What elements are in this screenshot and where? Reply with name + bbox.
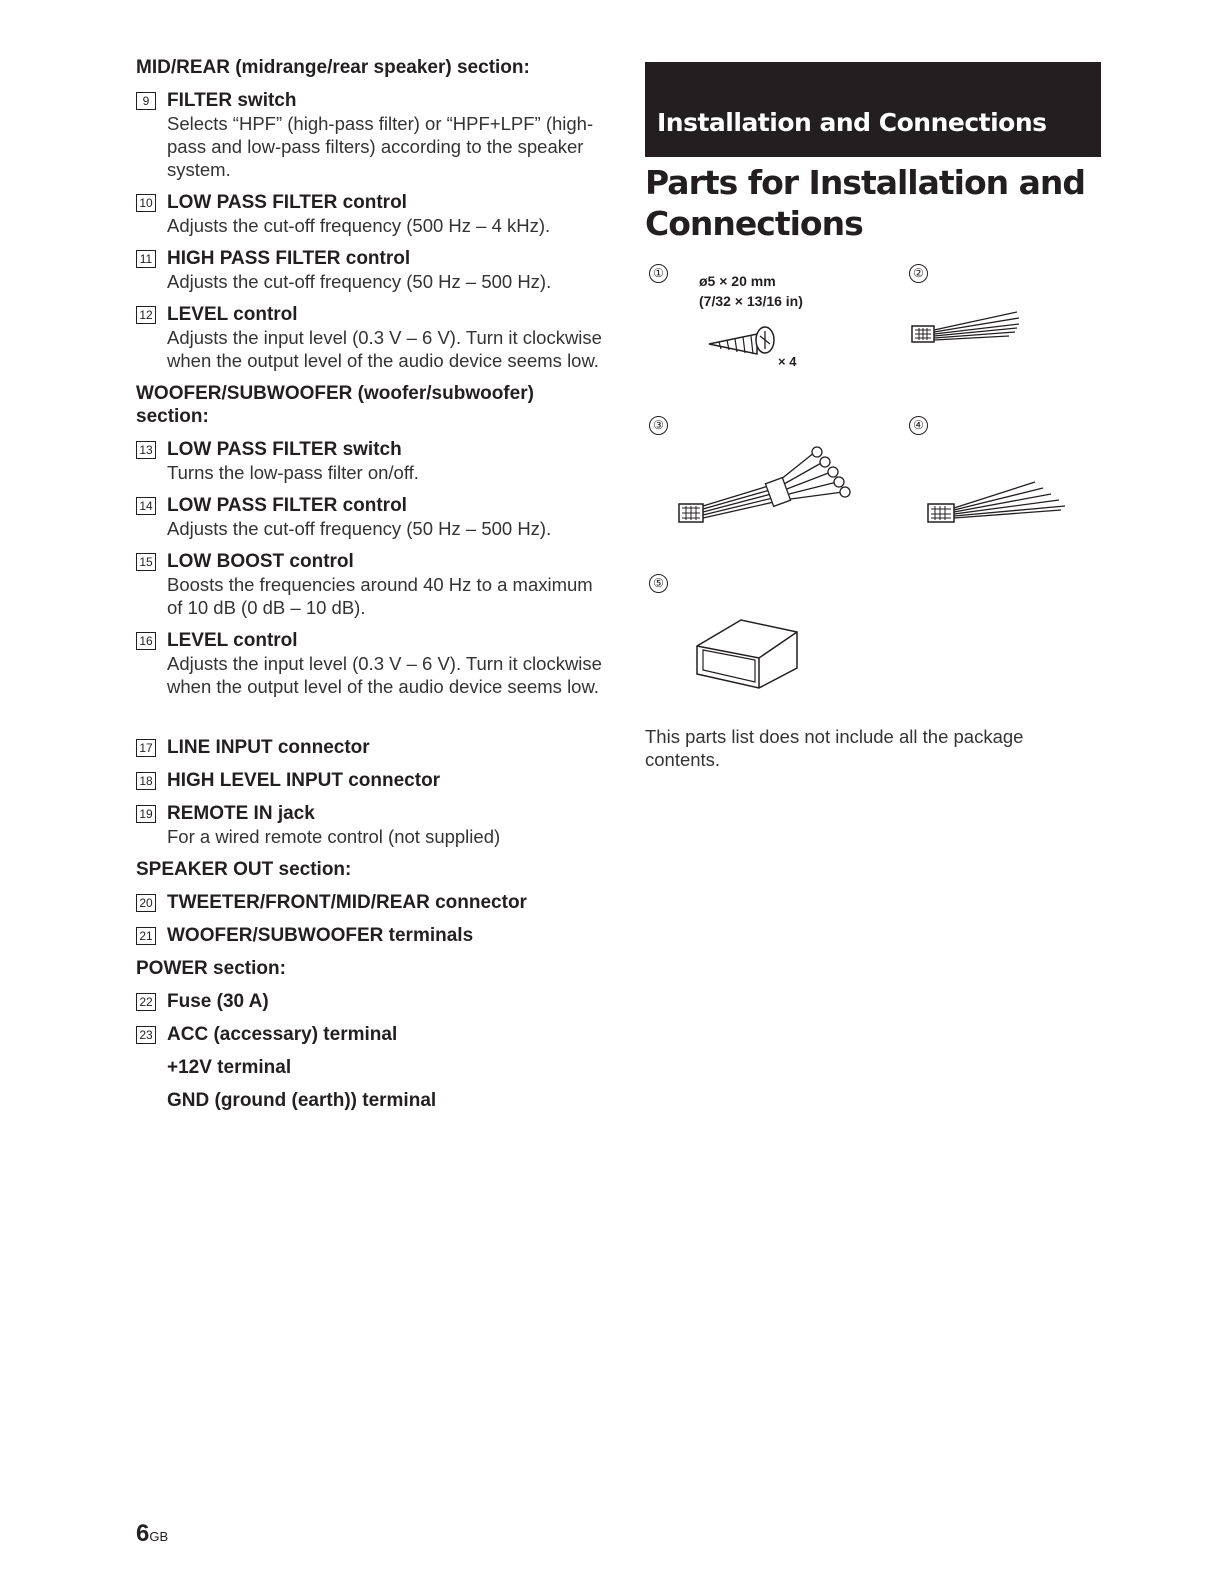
item-number: 11 <box>136 250 156 268</box>
screw-spec-in: (7/32 × 13/16 in) <box>699 293 803 309</box>
list-item <box>136 802 606 848</box>
item-description: Boosts the frequencies around 40 Hz to a maximum of 10 dB (0 dB – 10 dB). <box>167 574 593 618</box>
item-title: HIGH PASS FILTER control <box>167 248 411 269</box>
item-number: 12 <box>136 306 156 324</box>
list-item <box>136 247 606 293</box>
item-title: LEVEL control <box>167 304 298 325</box>
item-number: 18 <box>136 772 156 790</box>
item-title: TWEETER/FRONT/MID/REAR connector <box>167 892 527 913</box>
item-title: FILTER switch <box>167 90 297 111</box>
item-title: LOW PASS FILTER switch <box>167 439 402 460</box>
banner-text: Installation and Connections <box>657 108 1047 137</box>
list-item <box>136 191 606 237</box>
item-title: LOW PASS FILTER control <box>167 192 407 213</box>
right-column <box>645 62 1101 714</box>
parts-note: This parts list does not include all the package contents. <box>645 726 1024 770</box>
harness-icon <box>925 474 1070 534</box>
item-number: 9 <box>136 92 156 110</box>
page-number <box>136 1520 168 1548</box>
item-number: 13 <box>136 441 156 459</box>
item-description: Adjusts the input level (0.3 V – 6 V). Turn it clockwise when the output level of the audio device seems low. <box>167 653 602 697</box>
screw-quantity: × 4 <box>778 354 797 369</box>
part-number-2: ② <box>909 264 928 283</box>
item-title: LEVEL control <box>167 630 298 651</box>
mounting-sleeve-icon <box>693 616 803 692</box>
item-title: Fuse (30 A) <box>167 991 269 1012</box>
list-item <box>136 924 606 947</box>
rca-cable-icon <box>675 444 870 539</box>
item-number: 10 <box>136 194 156 212</box>
list-item <box>136 891 606 914</box>
item-title: REMOTE IN jack <box>167 803 315 824</box>
left-column <box>136 56 606 1122</box>
part-number-4: ④ <box>909 416 928 435</box>
item-title: HIGH LEVEL INPUT connector <box>167 770 441 791</box>
list-item <box>136 736 606 759</box>
item-number: 21 <box>136 927 156 945</box>
item-description: For a wired remote control (not supplied) <box>167 826 501 847</box>
item-title: LINE INPUT connector <box>167 737 370 758</box>
screw-spec <box>699 271 803 311</box>
list-item <box>136 629 606 698</box>
list-item <box>136 303 606 372</box>
item-description: Adjusts the cut-off frequency (50 Hz – 500 Hz). <box>167 271 552 292</box>
item-description: Adjusts the cut-off frequency (50 Hz – 500 Hz). <box>167 518 552 539</box>
item-number: 22 <box>136 993 156 1011</box>
list-item <box>136 1023 606 1046</box>
part-number-1: ① <box>649 264 668 283</box>
item-number: 20 <box>136 894 156 912</box>
section-banner <box>645 62 1101 157</box>
page-number-suffix: GB <box>149 1529 169 1544</box>
item-description: Selects “HPF” (high-pass filter) or “HPF+LPF” (high-pass and low-pass filters) according to the speaker system. <box>167 113 594 180</box>
item-title: ACC (accessary) terminal <box>167 1024 398 1045</box>
item-number: 16 <box>136 632 156 650</box>
list-item <box>136 769 606 792</box>
parts-figure <box>645 244 1101 714</box>
list-item <box>136 550 606 619</box>
woofer-heading: WOOFER/SUBWOOFER (woofer/subwoofer) section: <box>136 383 534 427</box>
list-item <box>136 990 606 1013</box>
item-number: 15 <box>136 553 156 571</box>
page-number-digit: 6 <box>136 1520 150 1547</box>
speaker-out-heading: SPEAKER OUT section: <box>136 859 352 880</box>
list-item <box>136 89 606 181</box>
page-title: Parts for Installation and Connections <box>645 163 1086 243</box>
item-number: 17 <box>136 739 156 757</box>
item-title: LOW PASS FILTER control <box>167 495 407 516</box>
item-number: 23 <box>136 1026 156 1044</box>
item-number: 14 <box>136 497 156 515</box>
list-item <box>136 438 606 484</box>
part-number-5: ⑤ <box>649 574 668 593</box>
harness-icon <box>909 302 1024 352</box>
item-title: LOW BOOST control <box>167 551 354 572</box>
mid-rear-heading: MID/REAR (midrange/rear speaker) section: <box>136 57 530 78</box>
part-number-3: ③ <box>649 416 668 435</box>
power-heading: POWER section: <box>136 958 286 979</box>
spacer <box>136 708 606 736</box>
item-number: 19 <box>136 805 156 823</box>
item-description: Adjusts the input level (0.3 V – 6 V). Turn it clockwise when the output level of the audio device seems low. <box>167 327 602 371</box>
plus-12v-terminal: +12V terminal <box>167 1057 292 1078</box>
screw-spec-mm: ø5 × 20 mm <box>699 273 776 289</box>
item-title: WOOFER/SUBWOOFER terminals <box>167 925 474 946</box>
screw-icon <box>705 322 780 362</box>
list-item <box>136 494 606 540</box>
item-description: Adjusts the cut-off frequency (500 Hz – 4 kHz). <box>167 215 551 236</box>
item-description: Turns the low-pass filter on/off. <box>167 462 419 483</box>
gnd-terminal: GND (ground (earth)) terminal <box>167 1090 437 1111</box>
